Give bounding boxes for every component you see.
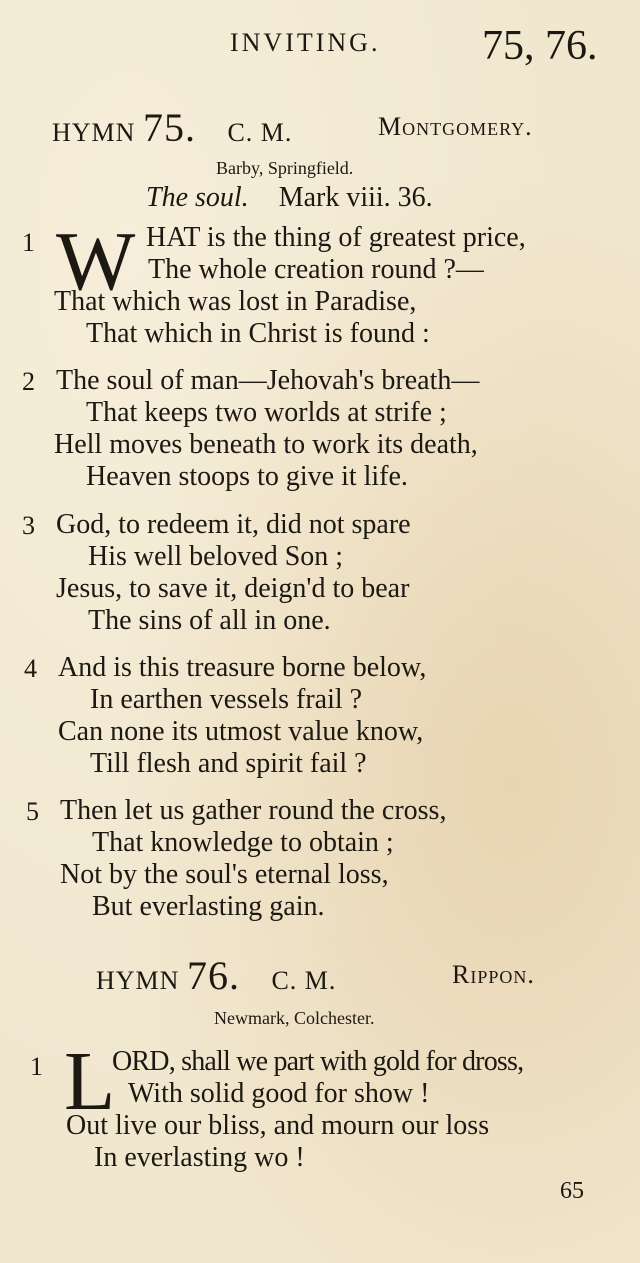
drop-cap: L <box>64 1035 116 1128</box>
verse-line: HAT is the thing of greatest price, <box>146 222 526 253</box>
hymn-76-author: Rippon. <box>452 960 535 989</box>
drop-cap: W <box>56 215 136 308</box>
hymn-label: HYMN <box>96 966 180 995</box>
verse-line: God, to redeem it, did not spare <box>56 509 411 540</box>
verse-line: His well beloved Son ; <box>88 541 344 572</box>
verse-line: ORD, shall we part with gold for dross, <box>112 1046 524 1077</box>
hymn-76-tunes: Newmark, Colchester. <box>214 1008 375 1028</box>
verse-number: 1 <box>22 228 35 257</box>
hymn-number: 76. <box>186 953 240 998</box>
hymn-75-subject-line <box>146 182 433 214</box>
verse-line: But everlasting gain. <box>92 891 325 922</box>
verse-line: With solid good for show ! <box>128 1078 430 1109</box>
verse-line: Jesus, to save it, deign'd to bear <box>56 573 410 604</box>
hymn-number: 75. <box>142 105 196 150</box>
verse-line: And is this treasure borne below, <box>58 652 427 683</box>
verse-line: The sins of all in one. <box>88 605 331 636</box>
verse-line: In everlasting wo ! <box>94 1142 305 1173</box>
hymn-scripture: Mark viii. 36. <box>278 182 433 213</box>
verse-line: Can none its utmost value know, <box>58 716 424 747</box>
verse-line: Then let us gather round the cross, <box>60 795 447 826</box>
hymn-meter: C. M. <box>271 966 337 995</box>
verse-line: The whole creation round ?— <box>148 254 484 285</box>
hymn-meter: C. M. <box>227 118 293 147</box>
verse-number: 1 <box>30 1052 43 1081</box>
page-numbers: 75, 76. <box>482 23 598 69</box>
hymn-subject: The soul. <box>146 182 249 213</box>
verse-number: 3 <box>22 511 35 540</box>
verse-line: That knowledge to obtain ; <box>92 827 394 858</box>
verse-number: 2 <box>22 367 35 396</box>
verse-line: That which in Christ is found : <box>86 318 430 349</box>
verse-number: 4 <box>24 654 37 683</box>
verse-line: Till flesh and spirit fail ? <box>90 748 367 779</box>
verse-line: Heaven stoops to give it life. <box>86 461 408 492</box>
hymn-75-heading <box>52 104 292 151</box>
verse-number: 5 <box>26 797 39 826</box>
hymn-75-tunes: Barby, Springfield. <box>216 158 354 178</box>
verse-line: The soul of man—Jehovah's breath— <box>56 365 480 396</box>
hymn-76-heading <box>96 952 336 999</box>
hymn-label: HYMN <box>52 118 136 147</box>
hymn-75-author: Montgomery. <box>378 112 533 141</box>
verse-line: Out live our bliss, and mourn our loss <box>66 1110 490 1141</box>
verse-line: That keeps two worlds at strife ; <box>86 397 447 428</box>
page-folio: 65 <box>560 1178 584 1204</box>
verse-line: That which was lost in Paradise, <box>54 286 417 317</box>
running-title: INVITING. <box>230 28 381 57</box>
verse-line: Not by the soul's eternal loss, <box>60 859 389 890</box>
verse-line: Hell moves beneath to work its death, <box>54 429 478 460</box>
verse-line: In earthen vessels frail ? <box>90 684 363 715</box>
